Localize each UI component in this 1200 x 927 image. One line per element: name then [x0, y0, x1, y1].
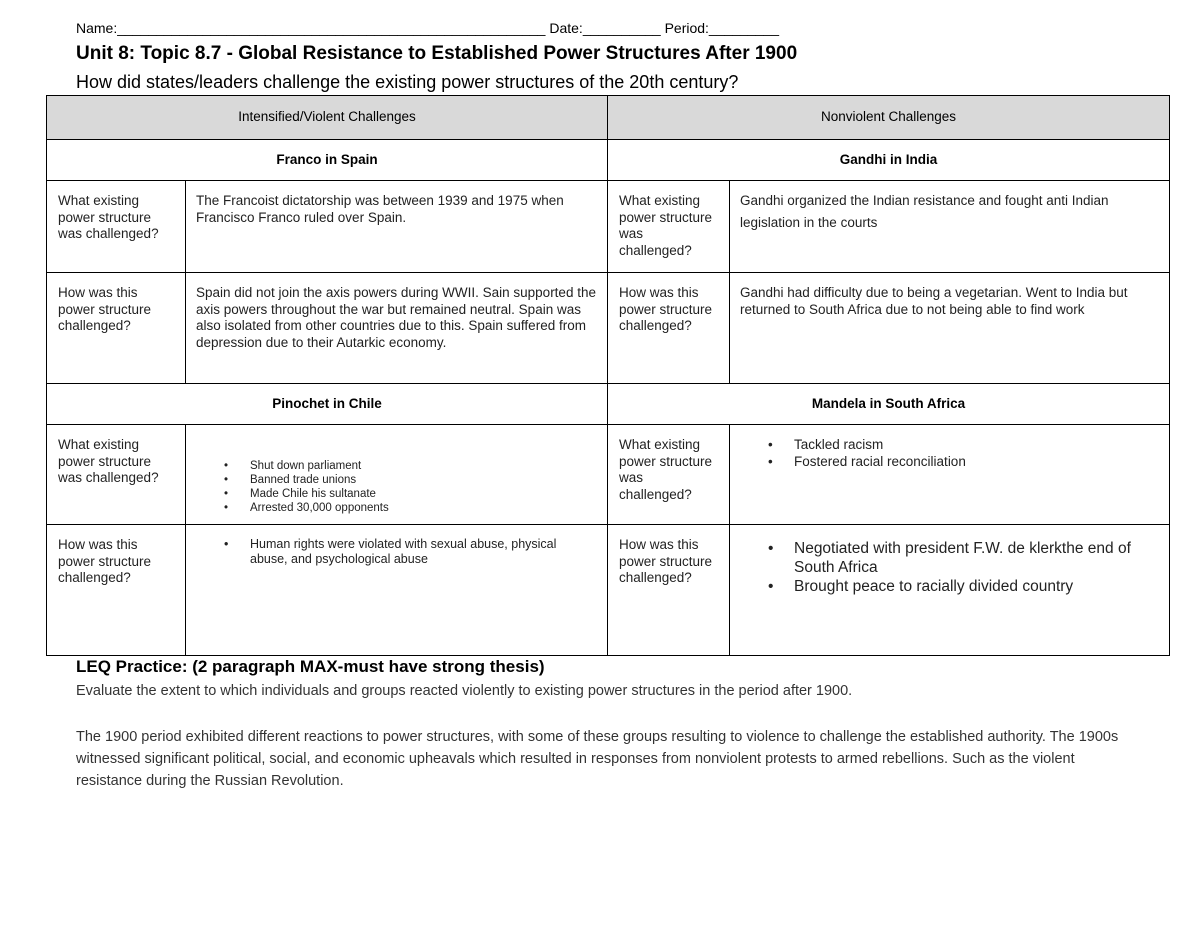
pinochet-q2-label: How was this power structure challenged?: [47, 525, 186, 656]
franco-a1[interactable]: The Francoist dictatorship was between 1939 and 1975 when Francisco Franco ruled over Spain.: [186, 181, 608, 273]
gandhi-a1[interactable]: Gandhi organized the Indian resistance and fought anti Indian legislation in the courts: [730, 181, 1170, 273]
list-item: • Tackled racism: [740, 437, 1159, 454]
mandela-q2-label: How was this power structure challenged?: [608, 525, 730, 656]
pinochet-a2-list: [196, 537, 597, 567]
list-item: • Brought peace to racially divided country: [740, 577, 1159, 596]
list-item: • Shut down parliament: [196, 459, 597, 473]
pinochet-a1[interactable]: [186, 425, 608, 525]
violent-challenges-header: Intensified/Violent Challenges: [47, 96, 608, 140]
nonviolent-challenges-header: Nonviolent Challenges: [608, 96, 1170, 140]
gandhi-a2[interactable]: Gandhi had difficulty due to being a vegetarian. Went to India but returned to South Africa due to not being able to find work: [730, 273, 1170, 384]
gandhi-q1-label: What existing power structure was challenged?: [608, 181, 730, 273]
gandhi-q2-label: How was this power structure challenged?: [608, 273, 730, 384]
essential-question: How did states/leaders challenge the existing power structures of the 20th century?: [76, 72, 739, 92]
franco-a2[interactable]: Spain did not join the axis powers during WWII. Sain supported the axis powers throughout the war but remained neutral. Spain was also isolated from other countries due to this. Spain suffered from depression due to their Autarkic economy.: [186, 273, 608, 384]
franco-q1-label: What existing power structure was challenged?: [47, 181, 186, 273]
list-item: • Fostered racial reconciliation: [740, 454, 1159, 471]
list-item: • Arrested 30,000 opponents: [196, 501, 597, 515]
list-item: • Made Chile his sultanate: [196, 487, 597, 501]
page-title: Unit 8: Topic 8.7 - Global Resistance to Established Power Structures After 1900: [76, 43, 798, 64]
mandela-a1-list: [740, 437, 1159, 470]
leq-prompt: Evaluate the extent to which individuals and groups reacted violently to existing power structures in the period after 1900.: [76, 683, 853, 699]
gandhi-heading: Gandhi in India: [608, 140, 1170, 181]
leq-answer[interactable]: The 1900 period exhibited different reactions to power structures, with some of these groups resulting to violence to challenge the established authority. The 1900s witnessed significant political, social, and economic upheavals which resulted in responses from nonviolent protests to armed rebellions. Such as the violent resistance during the Russian Revolution.: [76, 729, 1119, 789]
mandela-q1-label: What existing power structure was challenged?: [608, 425, 730, 525]
pinochet-a1-list: [196, 459, 597, 515]
list-item: • Banned trade unions: [196, 473, 597, 487]
list-item: • Negotiated with president F.W. de klerkthe end of South Africa: [740, 539, 1159, 577]
pinochet-heading: Pinochet in Chile: [47, 384, 608, 425]
challenges-table: [46, 95, 1170, 656]
franco-q2-label: How was this power structure challenged?: [47, 273, 186, 384]
franco-heading: Franco in Spain: [47, 140, 608, 181]
list-item: • Human rights were violated with sexual abuse, physical abuse, and psychological abuse: [196, 537, 597, 567]
pinochet-a2[interactable]: [186, 525, 608, 656]
mandela-a2-list: [740, 537, 1159, 596]
leq-title: LEQ Practice: (2 paragraph MAX-must have strong thesis): [76, 657, 545, 676]
mandela-a1[interactable]: [730, 425, 1170, 525]
mandela-a2[interactable]: [730, 525, 1170, 656]
mandela-heading: Mandela in South Africa: [608, 384, 1170, 425]
name-date-period-line: Name:_______________________________________________________ Date:__________ Period:_________: [76, 20, 780, 36]
pinochet-q1-label: What existing power structure was challenged?: [47, 425, 186, 525]
